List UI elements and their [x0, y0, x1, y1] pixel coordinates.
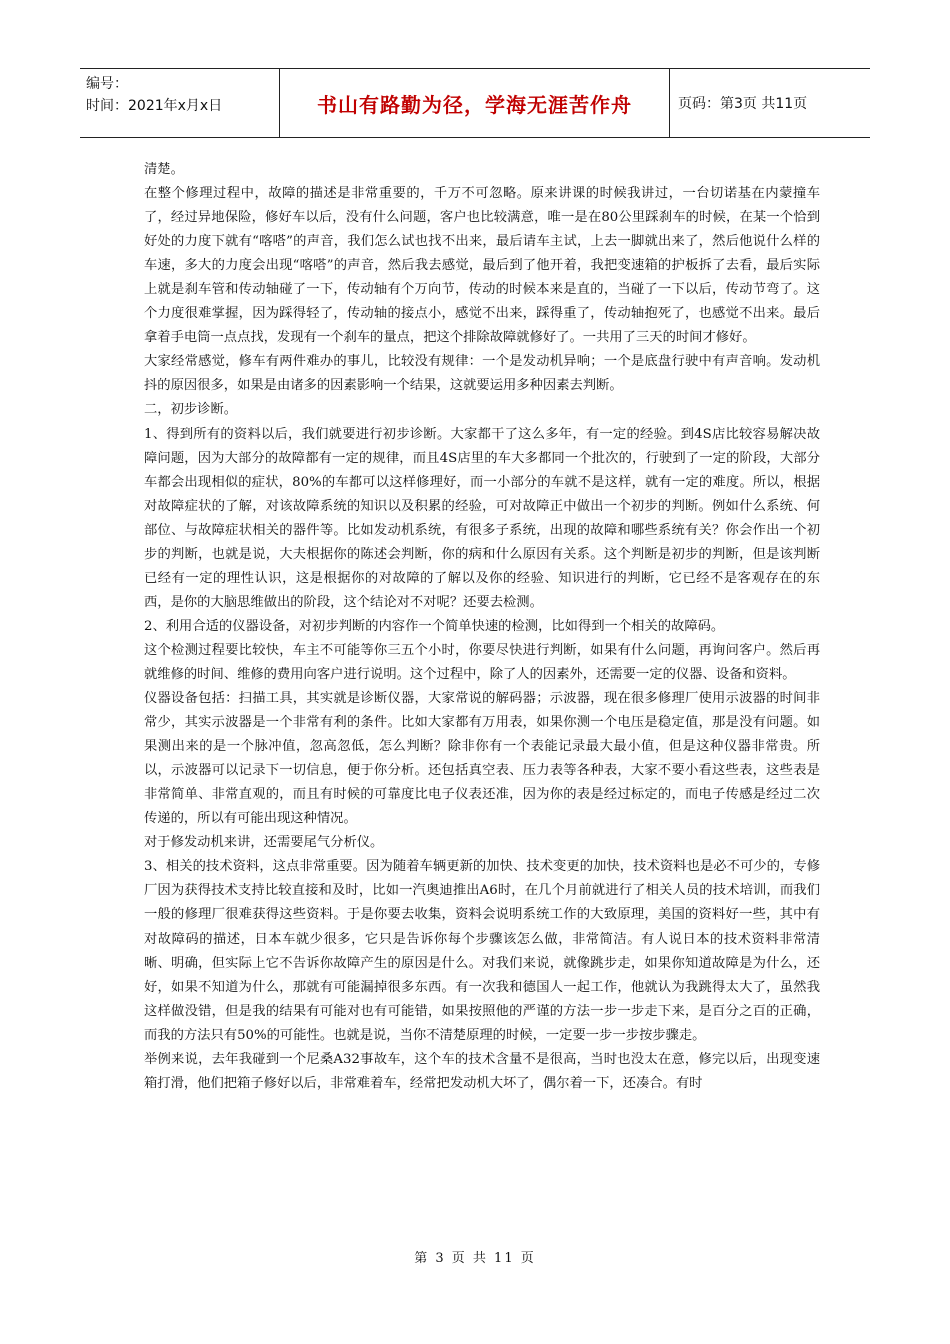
header-table — [80, 68, 870, 138]
document-body — [144, 158, 820, 1096]
section-heading: 二，初步诊断。 — [144, 402, 238, 418]
page-footer — [0, 1247, 950, 1266]
paragraph: 大家经常感觉，修车有两件难办的事儿，比较没有规律：一个是发动机异响；一个是底盘行驶中有声音响。发动机抖的原因很多，如果是由诸多的因素影响一个结果，这就要运用多种因素去判断。 — [144, 354, 820, 394]
motto-text: 书山有路勤为径，学海无涯苦作舟 — [317, 92, 632, 117]
header-motto-cell — [280, 69, 670, 137]
paragraph: 这个检测过程要比较快，车主不可能等你三五个小时，你要尽快进行判断，如果有什么问题，再询问客户。然后再就维修的时间、维修的费用向客户进行说明。这个过程中，除了人的因素外，还需要一定的仪器、设备和资料。 — [144, 642, 820, 682]
document-time-label: 时间：2021年x月x日 — [86, 98, 223, 114]
header-page-cell — [670, 69, 870, 137]
header-page-number: 页码：第3页 共11页 — [678, 96, 808, 112]
paragraph: 清楚。 — [144, 162, 184, 177]
paragraph: 对于修发动机来讲，还需要尾气分析仪。 — [144, 835, 384, 851]
paragraph: 3、相关的技术资料，这点非常重要。因为随着车辆更新的加快、技术变更的加快，技术资料也是必不可少的，专修厂因为获得技术支持比较直接和及时，比如一汽奥迪推出A6时，在几个月前就进行了相关人员的技术培训，而我们一般的修理厂很难获得这些资料。于是你要去收集，资料会说明系统工作的大致原理，美国的资料好一些，其中有对故障码的描述，日本车就少很多，它只是告诉你每个步骤该怎么做，非常简洁。有人说日本的技术资料非常清晰、明确，但实际上它不告诉你故障产生的原因是什么。对我们来说，就像跳步走，如果你知道故障是为什么，还好，如果不知道为什么，那就有可能漏掉很多东西。有一次我和德国人一起工作，他就认为我跳得太大了，虽然我这样做没错，但是我的结果有可能对也有可能错，如果按照他的严谨的方法一步一步走下来，是百分之百的正确，而我的方法只有50%的可能性。也就是说，当你不清楚原理的时候，一定要一步一步按步骤走。 — [144, 859, 820, 1043]
paragraph: 仪器设备包括：扫描工具，其实就是诊断仪器，大家常说的解码器；示波器，现在很多修理厂使用示波器的时间非常少，其实示波器是一个非常有利的条件。比如大家都有万用表，如果你测一个电压是稳定值，那是没有问题。如果测出来的是一个脉冲值，忽高忽低，怎么判断？除非你有一个表能记录最大最小值，但是这种仪器非常贵。所以，示波器可以记录下一切信息，便于你分析。还包括真空表、压力表等各种表，大家不要小看这些表，这些表是非常简单、非常直观的，而且有时候的可靠度比电子仪表还准，因为你的表是经过标定的，而电子传感是经过二次传递的，所以有可能出现这种情况。 — [144, 691, 820, 827]
footer-page-number: 第 3 页 共 11 页 — [414, 1251, 536, 1266]
document-number-label: 编号： — [86, 76, 128, 92]
paragraph: 2、利用合适的仪器设备，对初步判断的内容作一个简单快速的检测，比如得到一个相关的故障码。 — [144, 618, 725, 634]
header-info-cell — [80, 69, 280, 137]
paragraph: 在整个修理过程中，故障的描述是非常重要的，千万不可忽略。原来讲课的时候我讲过，一台切诺基在内蒙撞车了，经过异地保险，修好车以后，没有什么问题，客户也比较满意，唯一是在80公里踩刹车的时候，在某一个恰到好处的力度下就有“喀嗒”的声音，我们怎么试也找不出来，最后请车主试，上去一脚就出来了，然后他说什么样的车速，多大的力度会出现“喀嗒”的声音，然后我去感觉，最后到了他开着，我把变速箱的护板拆了去看，最后实际上就是刹车管和传动轴碰了一下，传动轴有个万向节，传动的时候本来是直的，当碰了一下以后，传动节弯了。这个力度很难掌握，因为踩得轻了，传动轴的接点小，感觉不出来，踩得重了，传动轴抱死了，也感觉不出来。最后拿着手电筒一点点找，发现有一个刹车的量点，把这个排除故障就修好了。一共用了三天的时间才修好。 — [144, 186, 820, 346]
paragraph: 1、得到所有的资料以后，我们就要进行初步诊断。大家都干了这么多年，有一定的经验。到4S店比较容易解决故障问题，因为大部分的故障都有一定的规律，而且4S店里的车大多都同一个批次的，行驶到了一定的阶段，大部分车都会出现相似的症状，80%的车都可以这样修理好，而一小部分的车就不是这样，就有一定的难度。所以，根据对故障症状的了解，对该故障系统的知识以及积累的经验，可对故障正中做出一个初步的判断。例如什么系统、何部位、与故障症状相关的器件等。比如发动机系统，有很多子系统，出现的故障和哪些系统有关？你会作出一个初步的判断，也就是说，大夫根据你的陈述会判断，你的病和什么原因有关系。这个判断是初步的判断，但是该判断已经有一定的理性认识，这是根据你的对故障的了解以及你的经验、知识进行的判断，它已经不是客观存在的东西，是你的大脑思维做出的阶段，这个结论对不对呢？还要去检测。 — [144, 426, 820, 610]
paragraph: 举例来说，去年我碰到一个尼桑A32事故车，这个车的技术含量不是很高，当时也没太在意，修完以后，出现变速箱打滑，他们把箱子修好以后，非常难着车，经常把发动机大坏了，偶尔着一下，还凑合。有时 — [144, 1051, 820, 1091]
